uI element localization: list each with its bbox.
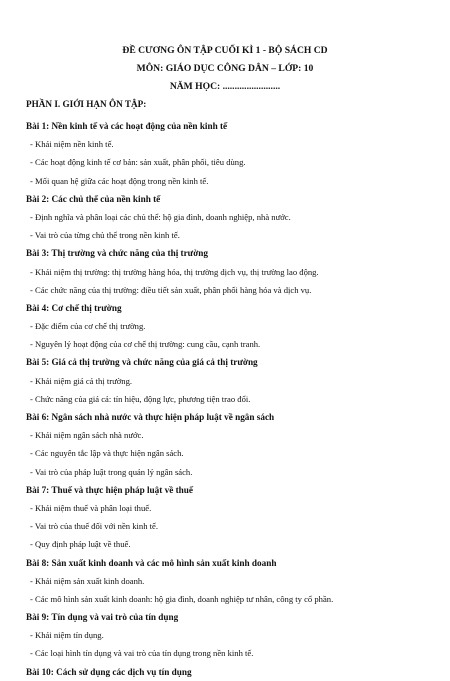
lesson-item: - Các mô hình sản xuất kinh doanh: hộ gia đình, doanh nghiệp tư nhân, công ty cổ phần. [30, 593, 334, 604]
lesson-title: Bài 3: Thị trường và chức năng của thị trường [26, 248, 208, 259]
section-heading: PHẦN I. GIỚI HẠN ÔN TẬP: [26, 99, 147, 109]
lesson-list [26, 117, 436, 681]
lesson-item: - Khái niệm nền kinh tế. [30, 139, 114, 150]
subject-line: MÔN: GIÁO DỤC CÔNG DÂN – LỚP: 10 [136, 63, 314, 74]
lesson-item: - Khái niệm sản xuất kinh doanh. [30, 575, 145, 586]
school-year-line: NĂM HỌC: ........................ [169, 81, 281, 92]
document-title: ĐỀ CƯƠNG ÔN TẬP CUỐI KÌ 1 - BỘ SÁCH CD [122, 45, 328, 56]
lesson-item: - Đặc điểm của cơ chế thị trường. [30, 321, 146, 332]
lesson-title: Bài 4: Cơ chế thị trường [26, 302, 122, 313]
lesson-item: - Khái niệm giá cả thị trường. [30, 375, 133, 386]
lesson-item: - Vai trò của thuế đối với nền kinh tế. [30, 521, 159, 532]
lesson-item: - Quy định pháp luật về thuế. [30, 539, 131, 550]
lesson-title: Bài 5: Giá cả thị trường và chức năng của giá cả thị trường [26, 357, 258, 368]
lesson-item: - Vai trò của pháp luật trong quản lý ngân sách. [30, 466, 193, 477]
lesson-item: - Mối quan hệ giữa các hoạt động trong nền kinh tế. [30, 175, 209, 186]
lesson-title: Bài 8: Sản xuất kinh doanh và các mô hình sản xuất kinh doanh [26, 557, 277, 568]
lesson-item: - Các nguyên tắc lập và thực hiện ngân sách. [30, 448, 184, 459]
lesson-item: - Các loại hình tín dụng và vai trò của tín dụng trong nền kinh tế. [30, 648, 254, 659]
lesson-item: - Các chức năng của thị trường: điều tiết sản xuất, phân phối hàng hóa và dịch vụ. [30, 284, 312, 295]
lesson-item: - Khái niệm ngân sách nhà nước. [30, 430, 144, 441]
lesson-item: - Vai trò của từng chủ thể trong nền kinh tế. [30, 230, 180, 241]
lesson-title: Bài 9: Tín dụng và vai trò của tín dụng [26, 612, 179, 623]
lesson-item: - Khái niệm thuế và phân loại thuế. [30, 502, 152, 513]
lesson-item: - Các hoạt động kinh tế cơ bản: sản xuất, phân phối, tiêu dùng. [30, 157, 246, 168]
lesson-title: Bài 1: Nền kinh tế và các hoạt động của nền kinh tế [26, 121, 228, 131]
lesson-item: - Chức năng của giá cả: tín hiệu, động lực, phương tiện trao đổi. [30, 393, 251, 404]
lesson-item: - Khái niệm tín dụng. [30, 630, 104, 641]
lesson-title: Bài 10: Cách sử dụng các dịch vụ tín dụng [26, 666, 192, 677]
lesson-title: Bài 7: Thuế và thực hiện pháp luật về thuế [26, 484, 193, 495]
lesson-item: - Định nghĩa và phân loại các chủ thể: hộ gia đình, doanh nghiệp, nhà nước. [30, 211, 291, 222]
lesson-item: - Khái niệm thị trường: thị trường hàng hóa, thị trường dịch vụ, thị trường lao động. [30, 266, 319, 277]
lesson-item: - Nguyên lý hoạt động của cơ chế thị trường: cung cầu, cạnh tranh. [30, 339, 261, 350]
lesson-title: Bài 6: Ngân sách nhà nước và thực hiện pháp luật về ngân sách [26, 412, 275, 422]
lesson-title: Bài 2: Các chủ thể của nền kinh tế [26, 193, 161, 204]
